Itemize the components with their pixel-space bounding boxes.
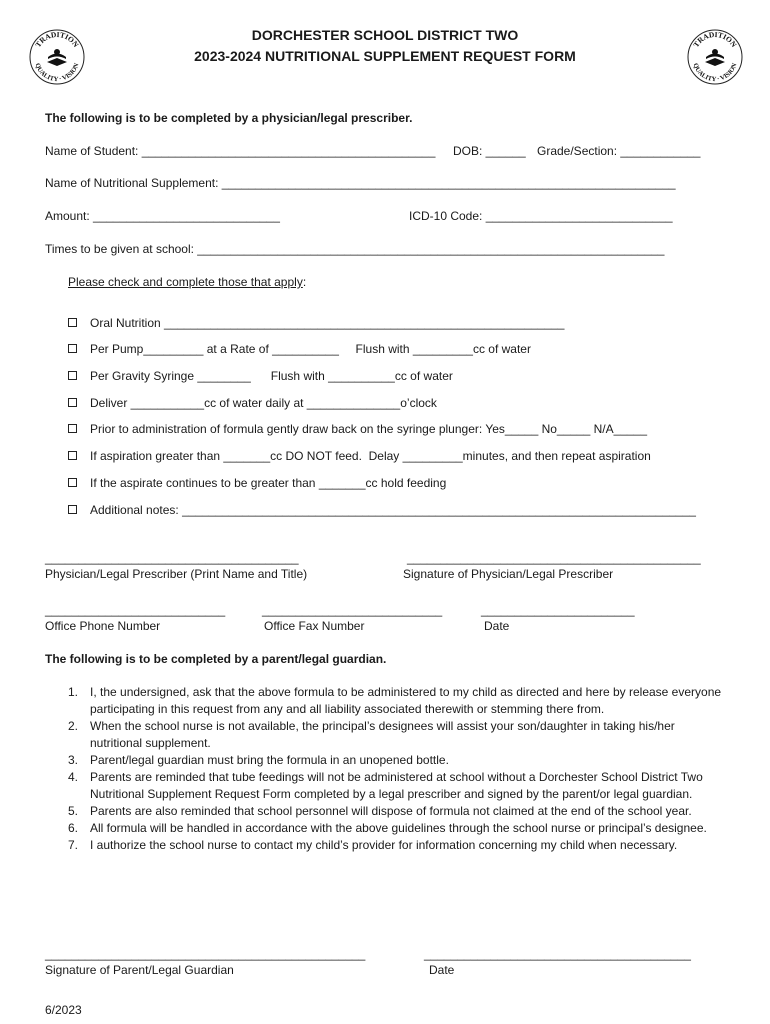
office-phone-label: Office Phone Number	[45, 619, 161, 633]
physician-date-label: Date	[484, 619, 510, 633]
checkbox-aspirate-continues[interactable]	[68, 478, 77, 487]
revision-date: 6/2023	[45, 1003, 82, 1017]
checklist-item-text[interactable]: Per Gravity Syringe ________ Flush with __________cc of water	[90, 369, 453, 383]
checklist-item-text[interactable]: If the aspirate continues to be greater than _______cc hold feeding	[90, 476, 447, 490]
checkbox-draw-back-plunger[interactable]	[68, 424, 77, 433]
checklist-item-text[interactable]: Oral Nutrition ____________________________________________________________	[90, 316, 565, 330]
checkbox-per-pump[interactable]	[68, 344, 77, 353]
dob-field[interactable]: DOB: ______	[453, 144, 526, 158]
form-title-line1: DORCHESTER SCHOOL DISTRICT TWO	[251, 27, 519, 43]
office-phone-line[interactable]: ___________________________	[45, 603, 226, 617]
physician-section-heading: The following is to be completed by a physician/legal prescriber.	[45, 111, 413, 125]
parent-terms-list	[46, 684, 726, 854]
student-name-field[interactable]: Name of Student: ____________________________________________	[45, 144, 436, 158]
check-prompt	[68, 275, 306, 289]
list-item: 3. Parent/legal guardian must bring the formula in an unopened bottle.	[68, 753, 449, 767]
list-item: 2. When the school nurse is not available, the principal’s designees will assist your son/daughter in taking his/her nutritional supplement.	[68, 719, 675, 750]
amount-field[interactable]: Amount: ____________________________	[45, 209, 280, 223]
grade-section-field[interactable]: Grade/Section: ____________	[537, 144, 701, 158]
list-item: 4. Parents are reminded that tube feedings will not be administered at school without a Dorchester School District Two Nutritional Supplement Request Form completed by a legal prescriber and signed by the parent/or legal guardian.	[68, 770, 703, 801]
icd10-field[interactable]: ICD-10 Code: ____________________________	[409, 209, 673, 223]
office-fax-line[interactable]: ___________________________	[262, 603, 443, 617]
parent-date-line[interactable]: ________________________________________	[424, 947, 691, 961]
form-title-line2: 2023-2024 NUTRITIONAL SUPPLEMENT REQUEST FORM	[194, 48, 576, 64]
list-item: 5. Parents are also reminded that school personnel will dispose of formula not claimed at the end of the school year.	[68, 804, 692, 818]
supplement-name-field[interactable]: Name of Nutritional Supplement: ____________________________________________________________________	[45, 176, 676, 190]
check-prompt-text: Please check and complete those that apply	[68, 275, 303, 289]
parent-section-heading: The following is to be completed by a parent/legal guardian.	[45, 652, 387, 666]
seal-bottom-text: QUALITY · VISION	[33, 62, 81, 84]
seal-top-text: TRADITION	[691, 29, 739, 49]
checklist-item-text[interactable]: Prior to administration of formula gently draw back on the syringe plunger: Yes_____ No_____ N/A_____	[90, 422, 648, 436]
physician-name-line[interactable]: ______________________________________	[45, 551, 299, 565]
list-item: 1. I, the undersigned, ask that the above formula to be administered to my child as directed and here by release everyone participating in this request from any and all liability associated therewith or stemming there from.	[68, 685, 722, 716]
list-item: 7. I authorize the school nurse to contact my child’s provider for information concerning my child when necessary.	[68, 838, 678, 852]
checkbox-additional-notes[interactable]	[68, 505, 77, 514]
checkbox-oral-nutrition[interactable]	[68, 318, 77, 327]
checklist-item-text[interactable]: Deliver ___________cc of water daily at ______________o’clock	[90, 396, 437, 410]
checkbox-deliver-water[interactable]	[68, 398, 77, 407]
checklist-item-text[interactable]: If aspiration greater than _______cc DO NOT feed. Delay _________minutes, and then repeat aspiration	[90, 449, 651, 463]
office-fax-label: Office Fax Number	[264, 619, 365, 633]
seal-bottom-text: QUALITY · VISION	[691, 62, 739, 84]
check-prompt-colon: :	[302, 275, 307, 289]
parent-signature-label: Signature of Parent/Legal Guardian	[45, 963, 234, 977]
physician-name-label: Physician/Legal Prescriber (Print Name and Title)	[45, 567, 308, 581]
checkbox-per-gravity-syringe[interactable]	[68, 371, 77, 380]
physician-signature-line[interactable]: ____________________________________________	[407, 551, 701, 565]
checklist-item-text[interactable]: Per Pump_________ at a Rate of __________ Flush with _________cc of water	[90, 342, 531, 356]
checklist-item-text[interactable]: Additional notes: _____________________________________________________________________________	[90, 503, 696, 517]
parent-date-label: Date	[429, 963, 455, 977]
seal-top-text: TRADITION	[33, 29, 81, 49]
list-item: 6. All formula will be handled in accordance with the above guidelines through the school nurse or principal’s designee.	[68, 821, 707, 835]
checkbox-aspiration-greater[interactable]	[68, 451, 77, 460]
parent-signature-line[interactable]: ________________________________________________	[45, 947, 366, 961]
times-at-school-field[interactable]: Times to be given at school: ______________________________________________________________________	[45, 242, 665, 256]
physician-date-line[interactable]: _______________________	[481, 603, 635, 617]
physician-signature-label: Signature of Physician/Legal Prescriber	[403, 567, 614, 581]
